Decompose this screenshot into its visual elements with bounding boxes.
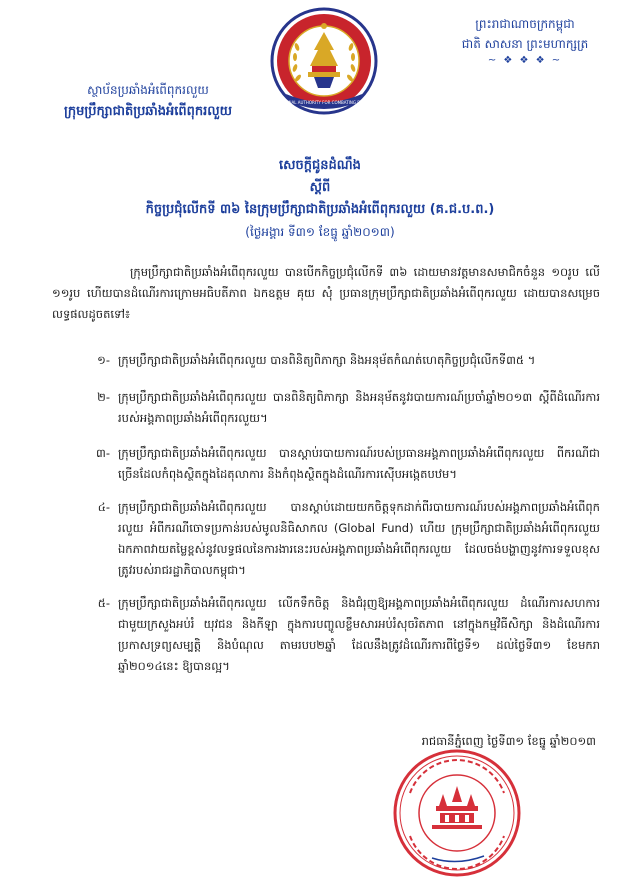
- decision-number: ៤-: [97, 500, 110, 514]
- title-subject-label: ស្ដីពី: [309, 180, 331, 195]
- title-meeting: កិច្ចប្រជុំលើកទី ៣៦ នៃក្រុមប្រឹក្សាជាតិប្រឆាំងអំពើពុករលួយ (គ.ជ.ប.ព.): [145, 202, 495, 217]
- kingdom-motto: ជាតិ សាសនា ព្រះមហាក្សត្រ: [461, 37, 589, 51]
- decision-number: ៣-: [96, 446, 110, 460]
- issue-date-line: រាជធានីភ្នំពេញ ថ្ងៃទី៣១ ខែធ្នូ ឆ្នាំ២០១៣: [421, 734, 596, 748]
- decision-text: ក្រុមប្រឹក្សាជាតិប្រឆាំងអំពើពុករលួយ បានពិនិត្យពិភាក្សា និងអនុម័តកំណត់ហេតុកិច្ចប្រជុំលើកទី៣៥ ។: [118, 353, 536, 367]
- decision-item: [52, 443, 600, 485]
- decision-number: ៥-: [97, 596, 110, 610]
- title-date: (ថ្ងៃអង្គារ ទី៣១ ខែធ្នូ ឆ្នាំ២០១៣): [245, 225, 395, 239]
- issuer-block: [18, 80, 278, 122]
- decision-number: ១-: [97, 353, 110, 367]
- decision-item: [52, 350, 600, 371]
- emblem-logo: [268, 6, 380, 116]
- decision-item: [52, 497, 600, 581]
- header-ornament: ~ ❖ ❖ ❖ ~: [487, 55, 563, 66]
- decision-text: ក្រុមប្រឹក្សាជាតិប្រឆាំងអំពើពុករលួយ លើកទឹកចិត្ត និងជំរុញឱ្យអង្គភាពប្រឆាំងអំពើពុករលួយ ដំណើរការសហការជាមួយក្រសួងអប់រំ យុវជន និងកីឡា ក្នុងការបញ្ចូលខ្លឹមសារអប់រំសុចរិតភាព នៅក្នុងកម្មវិធីសិក្សា និងដំណើរការប្រកាសទ្រព្យសម្បត្តិ និងបំណុល តាមរបប២ឆ្នាំ ដែលនឹងត្រូវដំណើរការពីថ្ងៃទី១ ដល់ថ្ងៃទី៣១ ខែមករា ឆ្នាំ២០១៤នេះ ឱ្យបានល្អ។: [118, 596, 600, 673]
- decision-list: [52, 350, 600, 677]
- kingdom-title: ព្រះរាជាណាចក្រកម្ពុជា: [475, 17, 575, 31]
- issuer-institution: ស្ថាប័នប្រឆាំងអំពើពុករលួយ: [87, 83, 209, 97]
- kingdom-header: [440, 14, 610, 68]
- decision-number: ២-: [97, 390, 110, 404]
- decision-text: ក្រុមប្រឹក្សាជាតិប្រឆាំងអំពើពុករលួយ បានស្ដាប់ដោយយកចិត្តទុកដាក់ពីរបាយការណ៍របស់អង្គភាពប្រឆាំងអំពើពុករលួយ អំពីករណីចោទប្រកាន់របស់មូលនិធិសាកល (Global Fund) ហើយ ក្រុមប្រឹក្សាជាតិប្រឆាំងអំពើពុករលួយឯកភាពវាយតម្លៃខ្ពស់នូវលទ្ធផលនៃការងារនេះរបស់អង្គភាពប្រឆាំងអំពើពុករលួយ ដែលចង់បង្ហាញនូវការទទួលខុសត្រូវរបស់រាជរដ្ឋាភិបាលកម្ពុជា។: [118, 500, 600, 577]
- official-seal-stamp: [372, 738, 542, 878]
- decision-item: [52, 387, 600, 429]
- decision-text: ក្រុមប្រឹក្សាជាតិប្រឆាំងអំពើពុករលួយ បានស្ដាប់របាយការណ៍របស់ប្រធានអង្គភាពប្រឆាំងអំពើពុករលួយ ពីករណីជាច្រើនដែលកំពុងស្ថិតក្នុងដៃតុលាការ និងកំពុងស្ថិតក្នុងដំណើរការស៊ើបអង្កេតបឋម។: [118, 446, 600, 481]
- issuer-council: ក្រុមប្រឹក្សាជាតិប្រឆាំងអំពើពុករលួយ: [64, 104, 232, 119]
- title-announcement: សេចក្ដីជូនដំណឹង: [279, 158, 361, 173]
- decision-text: ក្រុមប្រឹក្សាជាតិប្រឆាំងអំពើពុករលួយ បានពិនិត្យពិភាក្សា និងអនុម័តនូវរបាយការណ៍ប្រចាំឆ្នាំ២០១៣ ស្ដីពីដំណើរការរបស់អង្គភាពប្រឆាំងអំពើពុករលួយ។: [118, 390, 600, 425]
- document-title: [60, 155, 580, 243]
- emblem-banner-text: NATIONAL AUTHORITY FOR COMBATING DRUGS: [276, 100, 372, 105]
- intro-paragraph: ក្រុមប្រឹក្សាជាតិប្រឆាំងអំពើពុករលួយ បានបើកកិច្ចប្រជុំលើកទី ៣៦ ដោយមានវត្តមានសមាជិកចំនួន ១០រូប លើ ១១រូប ហើយបានដំណើរការក្រោមអធិបតីភាព ឯកឧត្ដម គុយ សុំ ប្រធានក្រុមប្រឹក្សាជាតិប្រឆាំងអំពើពុករលួយ ដោយបានសម្រេចលទ្ធផលដូចតទៅ៖: [52, 265, 600, 321]
- decision-item: [52, 593, 600, 677]
